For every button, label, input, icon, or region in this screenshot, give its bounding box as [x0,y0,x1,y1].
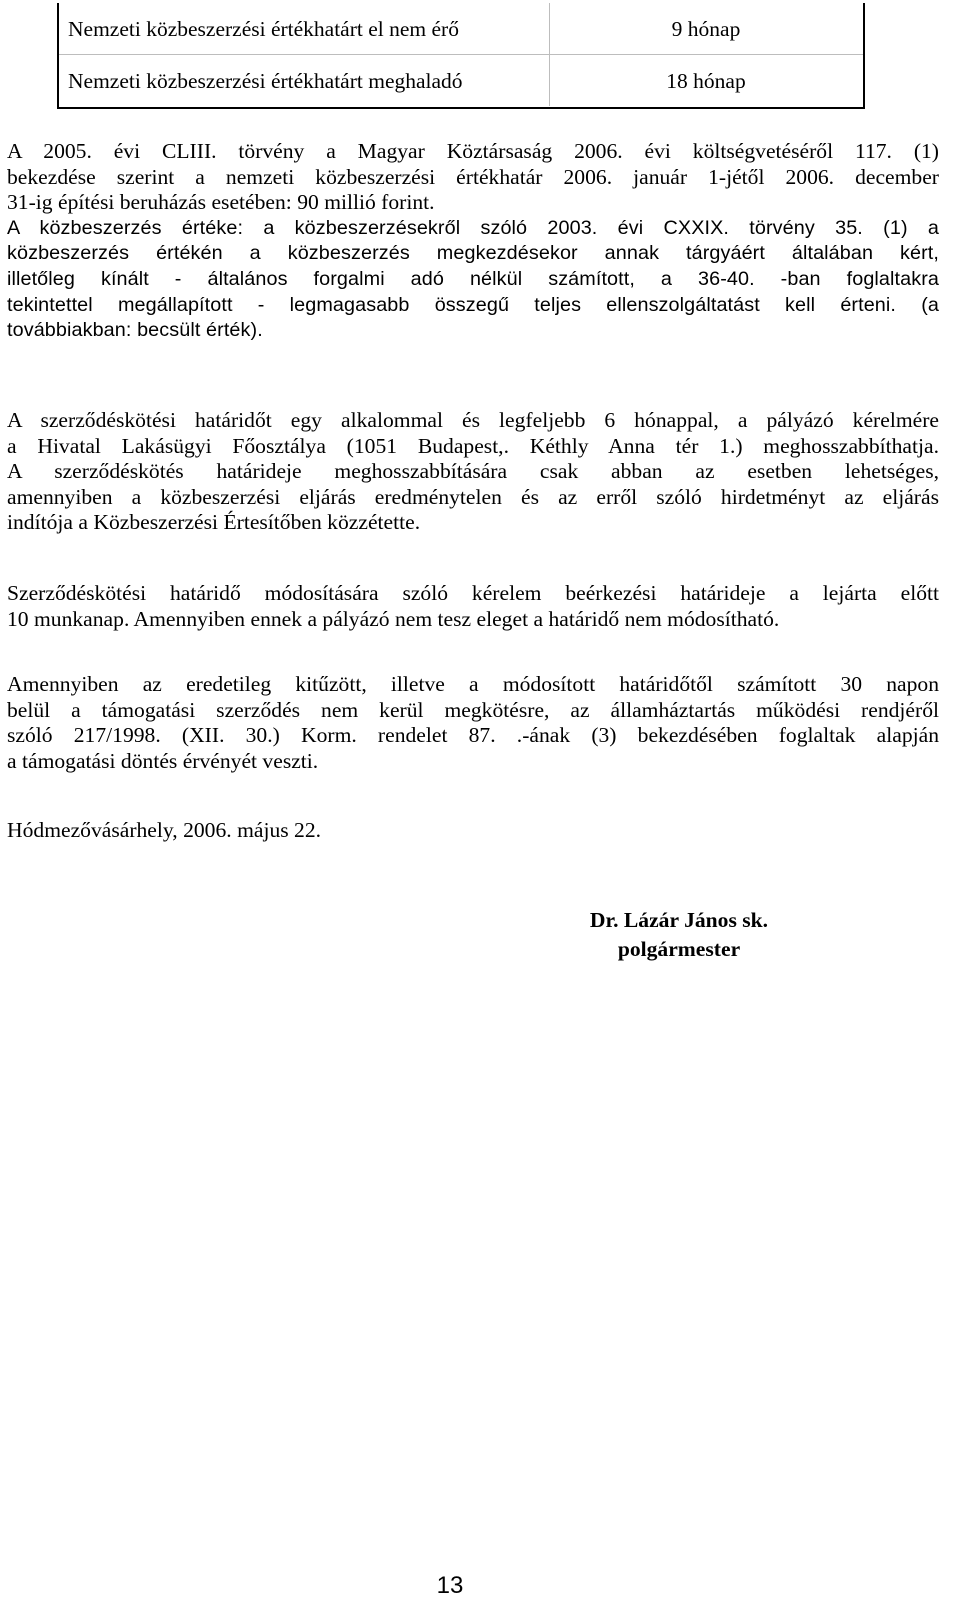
signature-block [559,906,799,964]
text-line: A közbeszerzés értéke: a közbeszerzésekről szóló 2003. évi CXXIX. törvény 35. (1) a [7,216,939,239]
text-line: amennyiben a közbeszerzési eljárás eredménytelen és az erről szóló hirdetményt az eljárás [7,484,939,509]
table-cell-value: 9 hónap [671,17,741,41]
text-line: 10 munkanap. Amennyiben ennek a pályázó nem tesz eleget a határidő nem módosítható. [7,606,780,631]
text-line: bekezdése szerint a nemzeti közbeszerzési értékhatár 2006. január 1-jétől 2006. december [7,164,939,189]
text-line: illetőleg kínált - általános forgalmi adó nélkül számított, a 36-40. -ban foglaltakra [7,267,939,290]
text-line: Amennyiben az eredetileg kitűzött, illetve a módosított határidőtől számított 30 napon [7,672,939,696]
table-cell-label: Nemzeti közbeszerzési értékhatárt meghaladó [68,69,463,93]
text-line: továbbiakban: becsült érték). [7,319,263,342]
place-and-date: Hódmezővásárhely, 2006. május 22. [7,818,322,842]
text-line: belül a támogatási szerződés nem kerül megkötésre, az államháztartás működési rendjéről [7,697,939,722]
text-line: szóló 217/1998. (XII. 30.) Korm. rendelet 87. .-ának (3) bekezdésében foglaltak alapján [7,723,939,748]
text-line: A 2005. évi CLIII. törvény a Magyar Köztársaság 2006. évi költségvetéséről 117. (1) [7,139,939,163]
table-row [59,3,863,55]
text-line: A szerződéskötés határideje meghosszabbítására csak abban az esetben lehetséges, [7,459,939,484]
text-line: közbeszerzés értékén a közbeszerzés megkezdésekor annak tárgyáért általában kért, [7,242,939,265]
paragraph-procurement-threshold [7,139,939,344]
text-line: Szerződéskötési határidő módosítására szóló kérelem beérkezési határideje a lejárta előtt [7,581,939,605]
paragraph-modification-request [7,581,939,632]
paragraph-contract-extension [7,408,939,536]
text-line: indítója a Közbeszerzési Értesítőben közzétette. [7,510,421,535]
text-line: a támogatási döntés érvényét veszti. [7,748,319,773]
paragraph-support-expiry [7,672,939,774]
text-line: 31-ig építési beruházás esetében: 90 millió forint. [7,190,435,215]
text-line: tekintettel megállapított - legmagasabb összegű teljes ellenszolgáltatást kell érteni. (a [7,293,939,316]
table-cell-label: Nemzeti közbeszerzési értékhatárt el nem érő [68,17,459,41]
deadline-table [57,3,865,109]
table-cell-value: 18 hónap [666,69,746,93]
text-line: A szerződéskötési határidőt egy alkalommal és legfeljebb 6 hónappal, a pályázó kérelmére [7,408,939,432]
text-line: a Hivatal Lakásügyi Főosztálya (1051 Budapest,. Kéthly Anna tér 1.) meghosszabbíthatja. [7,433,939,458]
signatory-name: Dr. Lázár János sk. [589,908,769,932]
signatory-title: polgármester [617,937,741,961]
table-row [59,55,863,106]
page-number: 13 [436,1572,464,1599]
